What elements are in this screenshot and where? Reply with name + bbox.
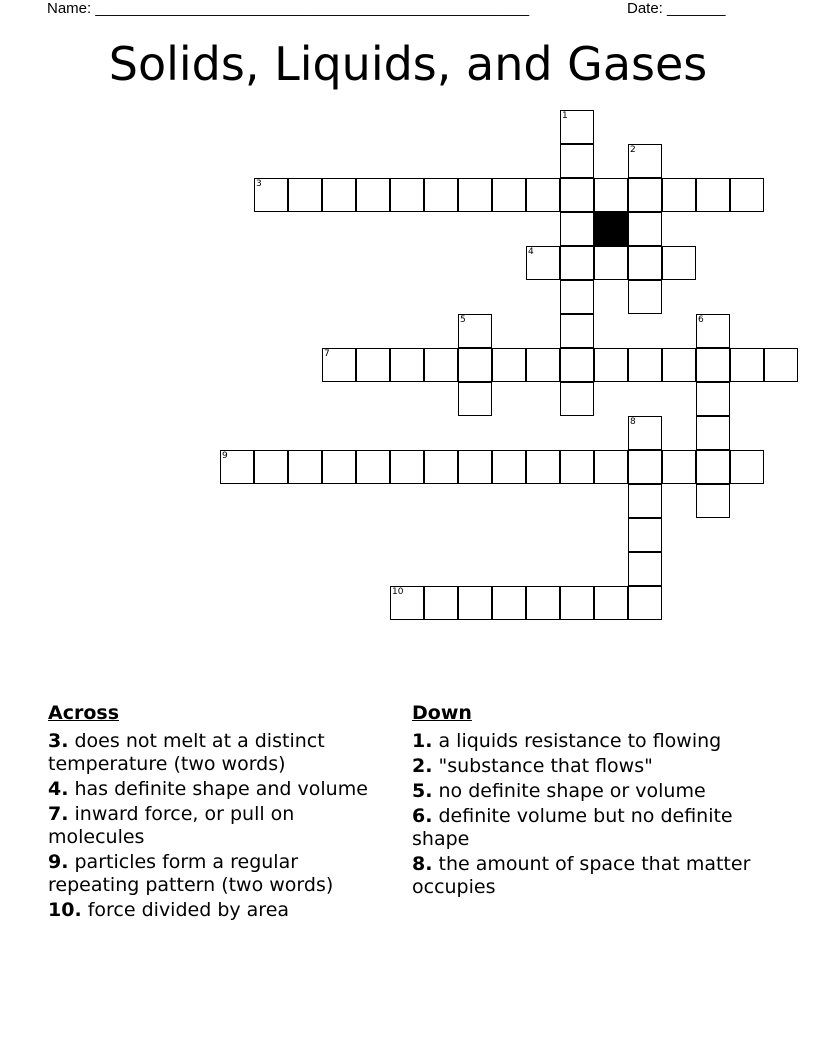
crossword-cell[interactable] (458, 450, 492, 484)
crossword-cell[interactable] (696, 382, 730, 416)
cell-number: 3 (256, 179, 262, 189)
crossword-cell[interactable] (526, 450, 560, 484)
crossword-cell[interactable] (764, 348, 798, 382)
crossword-cell[interactable] (560, 382, 594, 416)
crossword-cell[interactable] (594, 348, 628, 382)
across-clue (48, 730, 388, 776)
clue-number: 4. (48, 778, 69, 800)
crossword-cell[interactable] (730, 348, 764, 382)
crossword-cell[interactable] (594, 450, 628, 484)
clue-number: 8. (412, 853, 433, 875)
cell-number: 8 (630, 417, 636, 427)
crossword-cell[interactable] (628, 212, 662, 246)
cell-number: 6 (698, 315, 704, 325)
crossword-black-cell (594, 212, 628, 246)
crossword-cell[interactable] (628, 246, 662, 280)
clue-text: a liquids resistance to flowing (438, 730, 722, 752)
crossword-cell[interactable] (492, 450, 526, 484)
crossword-cell[interactable] (628, 348, 662, 382)
crossword-cell[interactable] (356, 178, 390, 212)
name-field-label: Name: ____________________________________________________ (47, 0, 530, 17)
crossword-cell[interactable] (560, 212, 594, 246)
crossword-cell[interactable] (254, 178, 288, 212)
crossword-cell[interactable] (560, 110, 594, 144)
across-clue (48, 899, 388, 922)
clue-text: does not melt at a distinct temperature (two words) (48, 730, 325, 775)
crossword-cell[interactable] (288, 450, 322, 484)
clue-text: "substance that flows" (438, 755, 653, 777)
across-clues (48, 702, 388, 924)
page-title: Solids, Liquids, and Gases (108, 37, 708, 91)
across-heading: Across (48, 702, 120, 724)
crossword-cell[interactable] (696, 178, 730, 212)
clue-number: 9. (48, 851, 69, 873)
down-heading: Down (412, 702, 472, 724)
crossword-cell[interactable] (526, 246, 560, 280)
crossword-cell[interactable] (560, 450, 594, 484)
date-field-label: Date: _______ (627, 0, 726, 17)
crossword-cell[interactable] (322, 348, 356, 382)
crossword-cell[interactable] (390, 586, 424, 620)
clue-text: force divided by area (87, 899, 290, 921)
crossword-cell[interactable] (662, 178, 696, 212)
crossword-cell[interactable] (492, 348, 526, 382)
crossword-cell[interactable] (730, 450, 764, 484)
crossword-cell[interactable] (628, 552, 662, 586)
crossword-cell[interactable] (390, 178, 424, 212)
down-clue (412, 805, 752, 851)
clue-number: 3. (48, 730, 69, 752)
clue-number: 10. (48, 899, 82, 921)
crossword-cell[interactable] (458, 178, 492, 212)
crossword-cell[interactable] (390, 348, 424, 382)
across-clue (48, 851, 388, 897)
crossword-cell[interactable] (458, 586, 492, 620)
cell-number: 1 (562, 111, 568, 121)
crossword-cell[interactable] (220, 450, 254, 484)
crossword-cell[interactable] (458, 314, 492, 348)
crossword-cell[interactable] (458, 382, 492, 416)
down-clue (412, 755, 752, 778)
crossword-cell[interactable] (288, 178, 322, 212)
crossword-cell[interactable] (696, 348, 730, 382)
crossword-cell[interactable] (492, 178, 526, 212)
crossword-cell[interactable] (696, 484, 730, 518)
crossword-cell[interactable] (594, 586, 628, 620)
crossword-cell[interactable] (628, 178, 662, 212)
crossword-cell[interactable] (560, 246, 594, 280)
down-clue (412, 780, 752, 803)
crossword-cell[interactable] (662, 246, 696, 280)
down-clues (412, 702, 752, 901)
crossword-cell[interactable] (628, 280, 662, 314)
crossword-cell[interactable] (628, 144, 662, 178)
clue-number: 5. (412, 780, 433, 802)
cell-number: 9 (222, 451, 228, 461)
crossword-cell[interactable] (594, 178, 628, 212)
crossword-cell[interactable] (356, 348, 390, 382)
crossword-cell[interactable] (560, 586, 594, 620)
crossword-cell[interactable] (526, 178, 560, 212)
across-clue (48, 778, 388, 801)
crossword-cell[interactable] (628, 484, 662, 518)
cell-number: 7 (324, 349, 330, 359)
crossword-cell[interactable] (628, 586, 662, 620)
crossword-cell[interactable] (594, 246, 628, 280)
crossword-cell[interactable] (390, 450, 424, 484)
clue-text: inward force, or pull on molecules (48, 803, 295, 848)
clue-number: 2. (412, 755, 433, 777)
clue-number: 7. (48, 803, 69, 825)
crossword-cell[interactable] (322, 450, 356, 484)
clue-text: no definite shape or volume (438, 780, 706, 802)
cell-number: 2 (630, 145, 636, 155)
clue-number: 1. (412, 730, 433, 752)
clue-number: 6. (412, 805, 433, 827)
crossword-cell[interactable] (662, 348, 696, 382)
crossword-cell[interactable] (526, 348, 560, 382)
cell-number: 4 (528, 247, 534, 257)
crossword-cell[interactable] (628, 416, 662, 450)
crossword-cell[interactable] (730, 178, 764, 212)
crossword-cell[interactable] (628, 518, 662, 552)
crossword-cell[interactable] (424, 178, 458, 212)
crossword-cell[interactable] (254, 450, 288, 484)
crossword-cell[interactable] (696, 450, 730, 484)
crossword-cell[interactable] (560, 178, 594, 212)
clue-text: the amount of space that matter occupies (412, 853, 751, 898)
crossword-cell[interactable] (356, 450, 390, 484)
crossword-cell[interactable] (696, 416, 730, 450)
crossword-cell[interactable] (560, 348, 594, 382)
cell-number: 5 (460, 315, 466, 325)
clue-text: particles form a regular repeating pattern (two words) (48, 851, 334, 896)
crossword-cell[interactable] (560, 314, 594, 348)
crossword-cell[interactable] (662, 450, 696, 484)
crossword-cell[interactable] (492, 586, 526, 620)
crossword-cell[interactable] (560, 144, 594, 178)
crossword-cell[interactable] (560, 280, 594, 314)
crossword-cell[interactable] (458, 348, 492, 382)
down-clue (412, 730, 752, 753)
crossword-cell[interactable] (424, 450, 458, 484)
crossword-cell[interactable] (628, 450, 662, 484)
crossword-cell[interactable] (526, 586, 560, 620)
clue-text: has definite shape and volume (74, 778, 368, 800)
crossword-cell[interactable] (424, 348, 458, 382)
cell-number: 10 (392, 587, 404, 597)
across-clue (48, 803, 388, 849)
crossword-cell[interactable] (322, 178, 356, 212)
down-clue (412, 853, 752, 899)
clue-text: definite volume but no definite shape (412, 805, 733, 850)
crossword-cell[interactable] (424, 586, 458, 620)
crossword-cell[interactable] (696, 314, 730, 348)
